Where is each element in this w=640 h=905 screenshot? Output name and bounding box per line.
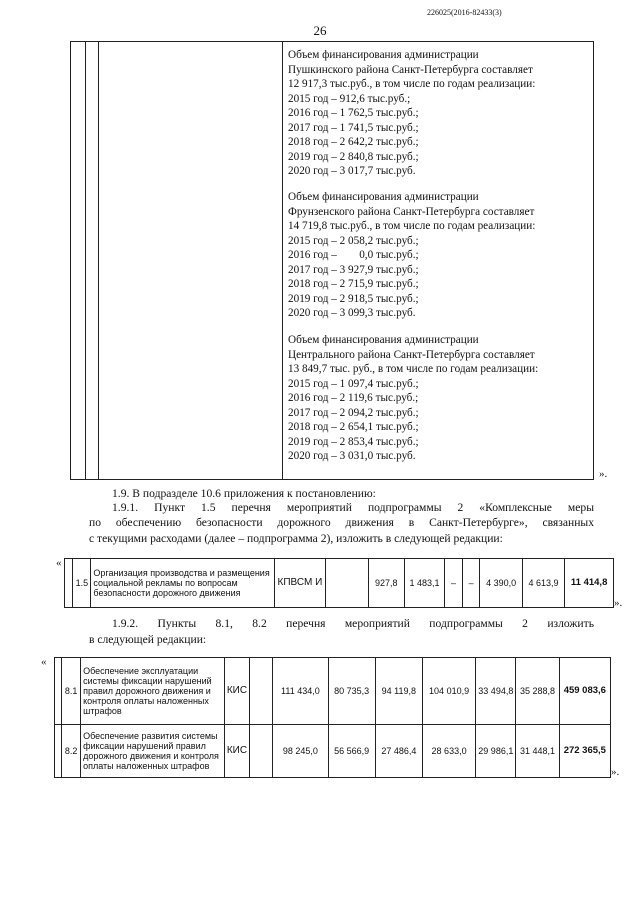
- row-name: Обеспечение эксплуатации системы фиксации нарушений правил дорожного движения и контроля оплаты наложенных штрафов: [81, 658, 225, 725]
- cell-value-3: 94 119,8: [375, 658, 422, 725]
- cell-2017: 1 483,1: [404, 559, 444, 608]
- cell-value-2: 80 735,3: [328, 658, 375, 725]
- paragraph-1-9-1-line2: по обеспечению безопасности дорожного движения в Санкт-Петербурге», связанных: [89, 516, 594, 529]
- paragraph-1-9-2-line2: в следующей редакции:: [89, 633, 207, 646]
- table-items-8-1-8-2: [54, 657, 611, 778]
- financing-line: 2016 год – 2 119,6 тыс.руб.;: [288, 392, 419, 404]
- financing-line: Пушкинского района Санкт-Петербурга составляет: [288, 63, 533, 76]
- cell-2016: 927,8: [368, 559, 404, 608]
- cell-value-4: 28 633,0: [422, 724, 475, 777]
- financing-line: Центрального района Санкт-Петербурга составляет: [288, 348, 535, 361]
- financing-line: 2018 год – 2 654,1 тыс.руб.;: [288, 421, 419, 433]
- financing-line: 2017 год – 3 927,9 тыс.руб.;: [288, 263, 419, 276]
- financing-line: 2017 год – 2 094,2 тыс.руб.;: [288, 406, 419, 419]
- table1-open-quote: «: [56, 557, 62, 569]
- cell-2019: –: [462, 559, 480, 608]
- cell-value-1: 98 245,0: [273, 724, 328, 777]
- financing-line: 2017 год – 1 741,5 тыс.руб.;: [288, 121, 419, 134]
- cell-total: 272 365,5: [559, 724, 610, 777]
- cell-2015: [326, 559, 368, 608]
- cell-2020: 4 390,0: [480, 559, 522, 608]
- financing-line: Фрунзенского района Санкт-Петербурга составляет: [288, 205, 535, 218]
- cell-total: 11 414,8: [565, 559, 614, 608]
- financing-line: 2016 год – 1 762,5 тыс.руб.;: [288, 107, 419, 119]
- paragraph-1-9: 1.9. В подразделе 10.6 приложения к постановлению:: [112, 487, 376, 500]
- financing-line: 2015 год – 2 058,2 тыс.руб.;: [288, 234, 419, 247]
- financing-line: 2016 год – 0,0 тыс.руб.;: [288, 249, 419, 261]
- page-number: 26: [313, 23, 327, 38]
- paragraph-1-9-2-line1: 1.9.2. Пункты 8.1, 8.2 перечня мероприятий подпрограммы 2 изложить: [112, 617, 594, 630]
- closing-quote: ».: [599, 468, 608, 480]
- financing-line: 2020 год – 3 099,3 тыс.руб.: [288, 307, 416, 319]
- financing-table: [70, 41, 594, 480]
- table-row: [65, 559, 614, 608]
- cell-2021: 4 613,9: [522, 559, 564, 608]
- financing-line: 2019 год – 2 918,5 тыс.руб.;: [288, 292, 419, 305]
- cell-2018: –: [445, 559, 463, 608]
- financing-line: 13 849,7 тыс. руб., в том числе по годам реализации:: [288, 363, 539, 375]
- financing-line: Объем финансирования администрации: [288, 191, 479, 203]
- paragraph-1-9-1-line3: с текущими расходами (далее – подпрограмма 2), изложить в следующей редакции:: [89, 532, 503, 545]
- table2-open-quote: «: [41, 656, 47, 668]
- financing-line: 2015 год – 912,6 тыс.руб.;: [288, 92, 411, 105]
- table-row: [55, 658, 611, 725]
- cell-value-6: 31 448,1: [516, 724, 559, 777]
- row-number: 8.2: [62, 724, 81, 777]
- table2-close-quote: ».: [611, 766, 620, 778]
- financing-line: 2018 год – 2 642,2 тыс.руб.;: [288, 136, 419, 148]
- financing-paragraph-pushkinsky: [288, 48, 535, 179]
- table-row: [55, 724, 611, 777]
- row-number: 1.5: [73, 559, 91, 608]
- financing-line: 2015 год – 1 097,4 тыс.руб.;: [288, 377, 419, 390]
- cell-value-3: 27 486,4: [375, 724, 422, 777]
- cell-value-5: 29 986,1: [476, 724, 516, 777]
- cell-total: 459 083,6: [559, 658, 610, 725]
- financing-line: 2020 год – 3 017,7 тыс.руб.: [288, 165, 416, 177]
- financing-line: Объем финансирования администрации: [288, 49, 479, 61]
- financing-line: 14 719,8 тыс.руб., в том числе по годам реализации:: [288, 220, 536, 232]
- financing-line: 2019 год – 2 840,8 тыс.руб.;: [288, 150, 419, 163]
- row-executor: КИС: [224, 724, 249, 777]
- financing-line: Объем финансирования администрации: [288, 334, 479, 346]
- document-id: 226025(2016-82433(3): [427, 8, 502, 17]
- financing-line: 12 917,3 тыс.руб., в том числе по годам реализации:: [288, 78, 536, 90]
- financing-line: 2018 год – 2 715,9 тыс.руб.;: [288, 278, 419, 290]
- row-name: Обеспечение развития системы фиксации нарушений правил дорожного движения и контроля оплаты наложенных штрафов: [81, 724, 225, 777]
- financing-line: 2019 год – 2 853,4 тыс.руб.;: [288, 435, 419, 448]
- row-name: Организация производства и размещения социальной рекламы по вопросам безопасности дорожного движения: [91, 559, 274, 608]
- cell-value-4: 104 010,9: [422, 658, 475, 725]
- financing-paragraph-centralny: [288, 333, 538, 464]
- cell-value-1: 111 434,0: [273, 658, 328, 725]
- table-item-1-5: [64, 558, 614, 608]
- row-executor: КИС: [224, 658, 249, 725]
- financing-line: 2020 год – 3 031,0 тыс.руб.: [288, 450, 416, 462]
- row-number: 8.1: [62, 658, 81, 725]
- financing-paragraph-frunzensky: [288, 190, 535, 321]
- paragraph-1-9-1-line1: 1.9.1. Пункт 1.5 перечня мероприятий подпрограммы 2 «Комплексные меры: [112, 501, 594, 514]
- table1-close-quote: ».: [614, 597, 623, 609]
- cell-value-6: 35 288,8: [516, 658, 559, 725]
- row-executor: КПВСМ И: [274, 559, 326, 608]
- cell-value-5: 33 494,8: [476, 658, 516, 725]
- cell-value-2: 56 566,9: [328, 724, 375, 777]
